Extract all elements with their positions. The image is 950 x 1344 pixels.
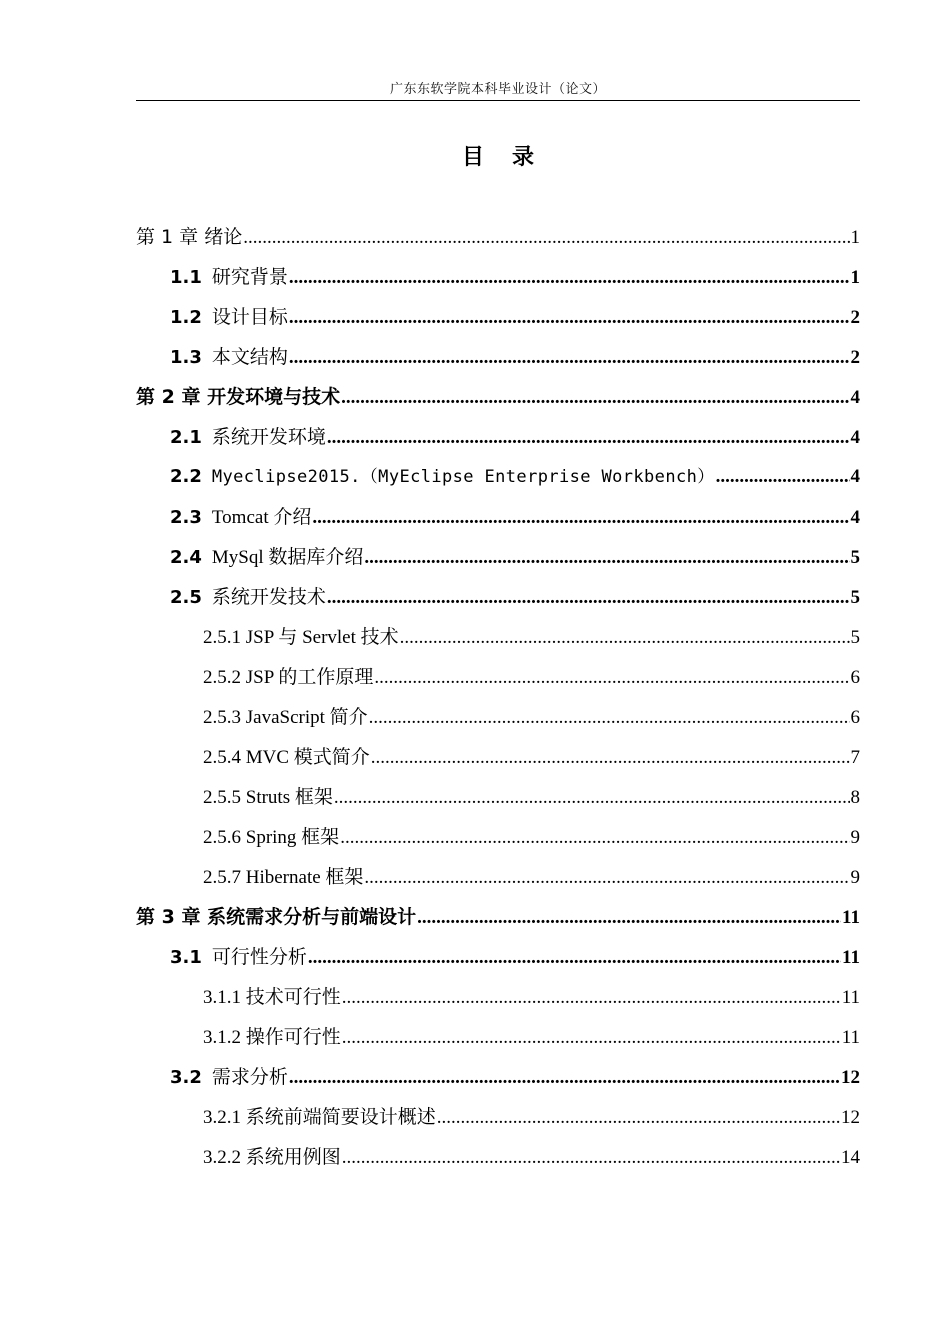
- toc-page-number: 9: [850, 867, 860, 888]
- toc-entry[interactable]: [136, 822, 860, 862]
- toc-section-number: 2.1: [170, 427, 202, 448]
- toc-entry[interactable]: [136, 622, 860, 662]
- toc-entry-label: [170, 582, 326, 609]
- toc-entry-label: [203, 662, 373, 689]
- toc-page-number: 1: [850, 267, 860, 288]
- toc-entry-label: [170, 502, 311, 529]
- toc-entry[interactable]: [136, 542, 860, 582]
- toc-entry-title: 需求分析: [211, 1067, 288, 1088]
- toc-title: 目录: [461, 145, 562, 170]
- toc-entry[interactable]: [136, 582, 860, 622]
- toc-entry-label: [170, 1062, 288, 1089]
- toc-entry-title: 第 3 章 系统需求分析与前端设计: [136, 906, 417, 928]
- toc-page-number: 8: [850, 787, 860, 808]
- toc-entry-title: 系统开发环境: [211, 427, 326, 448]
- toc-entry-title: 2.5.5 Struts 框架: [203, 787, 333, 808]
- dot-leader: [342, 1147, 840, 1169]
- toc-entry-label: [170, 942, 307, 969]
- toc-entry-label: [136, 902, 416, 929]
- dot-leader: [327, 587, 850, 609]
- toc-entry-title: 2.5.1 JSP 与 Servlet 技术: [203, 627, 399, 648]
- toc-entry-label: [203, 1022, 341, 1049]
- toc-page-number: 5: [850, 587, 860, 608]
- toc-entry[interactable]: [136, 382, 860, 422]
- toc-entry-label: [203, 862, 363, 889]
- toc-entry-title: 2.5.6 Spring 框架: [203, 827, 340, 848]
- toc-entry-label: [203, 1142, 341, 1169]
- toc-page-number: 11: [842, 907, 860, 928]
- toc-entry-label: [203, 742, 370, 769]
- toc-entry-title: 3.2.1 系统前端简要设计概述: [203, 1107, 436, 1128]
- toc-entry[interactable]: [136, 782, 860, 822]
- toc-page-number: 12: [841, 1107, 860, 1128]
- toc-entry[interactable]: [136, 1022, 860, 1062]
- toc-entry[interactable]: [136, 1142, 860, 1182]
- dot-leader: [327, 427, 850, 449]
- toc-section-number: 2.2: [170, 466, 202, 487]
- dot-leader: [400, 627, 850, 649]
- toc-entry[interactable]: [136, 1062, 860, 1102]
- toc-entry-title: MySql 数据库介绍: [211, 547, 364, 568]
- toc-entry-label: [203, 1102, 436, 1129]
- table-of-contents: [136, 222, 860, 1182]
- toc-page-number: 6: [850, 707, 860, 728]
- toc-section-number: 3.2: [170, 1067, 202, 1088]
- toc-page-number: 5: [850, 547, 860, 568]
- dot-leader: [371, 747, 850, 769]
- toc-entry-label: [136, 382, 340, 409]
- toc-entry-title: 2.5.2 JSP 的工作原理: [203, 667, 374, 688]
- toc-entry-label: [136, 222, 242, 249]
- dot-leader: [341, 387, 849, 409]
- dot-leader: [243, 227, 849, 249]
- toc-page-number: 4: [850, 507, 860, 528]
- header-rule: [136, 100, 860, 101]
- toc-entry-label: [203, 782, 333, 809]
- toc-entry[interactable]: [136, 942, 860, 982]
- dot-leader: [308, 947, 841, 969]
- toc-section-number: 3.1: [170, 947, 202, 968]
- toc-entry-title: 研究背景: [211, 267, 288, 288]
- dot-leader: [342, 987, 841, 1009]
- toc-entry-label: [170, 302, 288, 329]
- dot-leader: [289, 1067, 840, 1089]
- toc-page-number: 7: [850, 747, 860, 768]
- toc-page-number: 4: [850, 387, 860, 408]
- toc-page-number: 11: [842, 947, 860, 968]
- toc-entry-label: [203, 822, 339, 849]
- toc-page-number: 5: [850, 627, 860, 648]
- toc-entry-label: [170, 542, 363, 569]
- toc-entry[interactable]: [136, 702, 860, 742]
- toc-page-number: 11: [841, 987, 860, 1008]
- toc-entry[interactable]: [136, 462, 860, 502]
- toc-entry-title: 2.5.7 Hibernate 框架: [203, 867, 364, 888]
- toc-entry[interactable]: [136, 342, 860, 382]
- toc-entry[interactable]: [136, 222, 860, 262]
- toc-page-number: 2: [850, 307, 860, 328]
- toc-section-number: 2.4: [170, 547, 202, 568]
- dot-leader: [289, 307, 850, 329]
- toc-entry-title: 3.1.2 操作可行性: [203, 1027, 341, 1048]
- toc-entry-title: 2.5.4 MVC 模式简介: [203, 747, 370, 768]
- toc-entry-label: [203, 622, 399, 649]
- dot-leader: [369, 707, 850, 729]
- dot-leader: [364, 867, 849, 889]
- toc-entry-title: 3.1.1 技术可行性: [203, 987, 341, 1008]
- toc-entry-label: [170, 342, 288, 369]
- toc-page-number: 14: [841, 1147, 860, 1168]
- toc-entry[interactable]: [136, 662, 860, 702]
- dot-leader: [340, 827, 849, 849]
- toc-entry[interactable]: [136, 502, 860, 542]
- toc-entry[interactable]: [136, 262, 860, 302]
- toc-page-number: 2: [850, 347, 860, 368]
- dot-leader: [417, 907, 841, 929]
- toc-page-number: 4: [850, 466, 860, 487]
- toc-section-number: 1.1: [170, 267, 202, 288]
- dot-leader: [342, 1027, 841, 1049]
- toc-section-number: 2.5: [170, 587, 202, 608]
- toc-section-number: 2.3: [170, 507, 202, 528]
- dot-leader: [312, 507, 849, 529]
- page-header: 广东东软学院本科毕业设计（论文）: [389, 81, 606, 96]
- toc-page-number: 11: [841, 1027, 860, 1048]
- dot-leader: [334, 787, 850, 809]
- toc-entry[interactable]: [136, 742, 860, 782]
- toc-section-number: 1.3: [170, 347, 202, 368]
- toc-entry[interactable]: [136, 422, 860, 462]
- dot-leader: [289, 347, 850, 369]
- toc-entry[interactable]: [136, 862, 860, 902]
- toc-entry-title: 系统开发技术: [211, 587, 326, 608]
- toc-page-number: 4: [850, 427, 860, 448]
- toc-entry-label: [170, 462, 715, 488]
- toc-entry-title: 可行性分析: [211, 947, 307, 968]
- toc-page-number: 9: [850, 827, 860, 848]
- toc-entry[interactable]: [136, 982, 860, 1022]
- dot-leader: [716, 466, 850, 488]
- toc-entry-title: 2.5.3 JavaScript 简介: [203, 707, 368, 728]
- toc-entry-title: Myeclipse2015.（MyEclipse Enterprise Workbench）: [211, 467, 715, 487]
- toc-entry[interactable]: [136, 1102, 860, 1142]
- toc-entry-title: Tomcat 介绍: [211, 507, 312, 528]
- toc-entry-title: 本文结构: [211, 347, 288, 368]
- toc-page-number: 12: [841, 1067, 860, 1088]
- toc-entry-title: 第 1 章 绪论: [136, 226, 243, 248]
- dot-leader: [374, 667, 849, 689]
- toc-entry-title: 3.2.2 系统用例图: [203, 1147, 341, 1168]
- toc-section-number: 1.2: [170, 307, 202, 328]
- toc-entry-label: [203, 702, 368, 729]
- toc-entry[interactable]: [136, 302, 860, 342]
- dot-leader: [289, 267, 850, 289]
- toc-entry-label: [203, 982, 341, 1009]
- toc-entry-label: [170, 262, 288, 289]
- dot-leader: [364, 547, 849, 569]
- toc-page-number: 1: [850, 227, 860, 248]
- dot-leader: [437, 1107, 840, 1129]
- toc-entry[interactable]: [136, 902, 860, 942]
- toc-entry-title: 第 2 章 开发环境与技术: [136, 386, 341, 408]
- toc-entry-label: [170, 422, 326, 449]
- toc-page-number: 6: [850, 667, 860, 688]
- toc-entry-title: 设计目标: [211, 307, 288, 328]
